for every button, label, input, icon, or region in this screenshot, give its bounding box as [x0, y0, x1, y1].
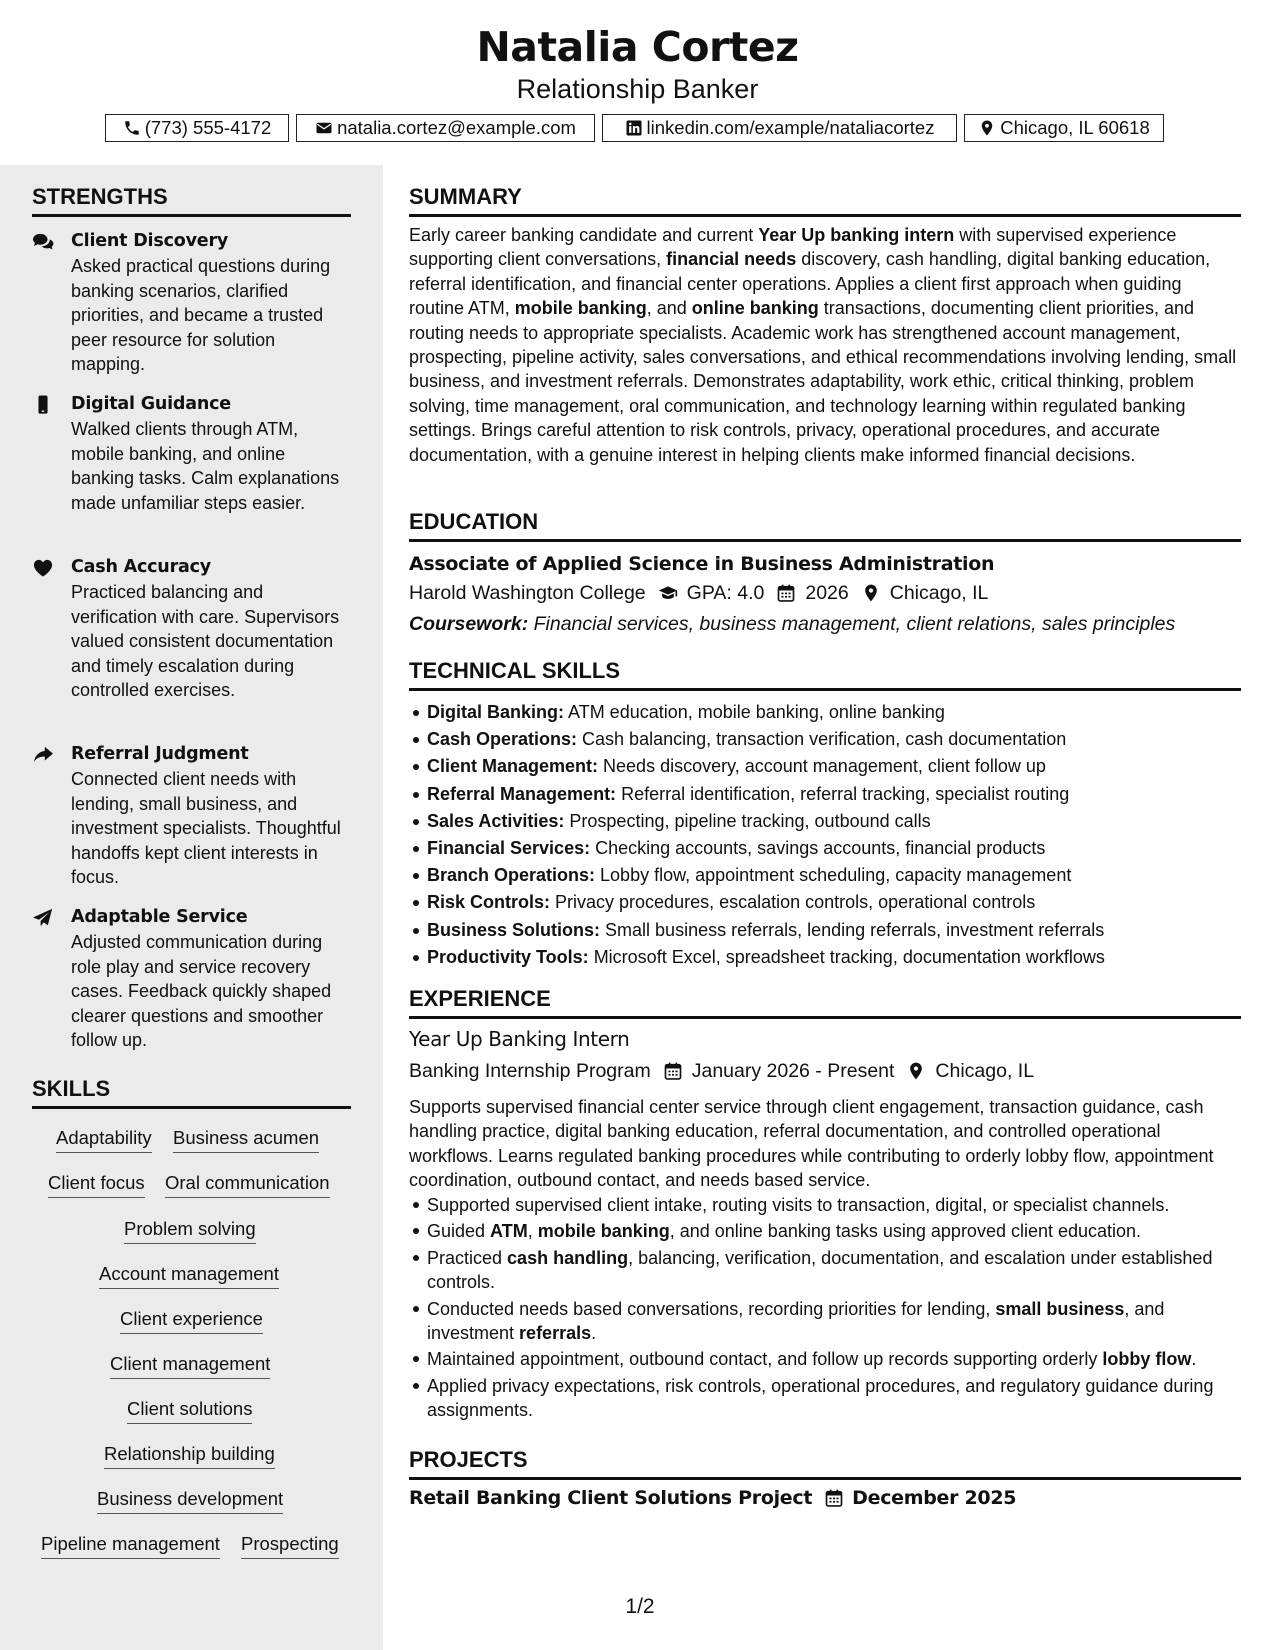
skill-category: Digital Banking: [427, 702, 565, 722]
project-name: Retail Banking Client Solutions Project [409, 1487, 813, 1509]
share-arrow-icon [32, 745, 54, 765]
skill-values: Privacy procedures, escalation controls, operational controls [550, 892, 1036, 913]
envelope-icon [315, 119, 333, 137]
contact-location [964, 114, 1164, 142]
map-pin-icon [906, 1061, 926, 1081]
skill-category: Risk Controls: [427, 892, 551, 913]
paper-plane-icon [32, 908, 54, 928]
skill-values: Lobby flow, appointment scheduling, capacity management [595, 865, 1072, 886]
strength-description: Practiced balancing and verification with care. Supervisors valued consistent documentation and timely escalation during controlled exercises. [71, 582, 340, 700]
school-name: Harold Washington College [409, 582, 646, 604]
emphasis-text: small business [995, 1298, 1125, 1319]
technical-skills-list [409, 699, 1241, 971]
job-title: Year Up Banking Intern [409, 1027, 630, 1051]
map-pin-icon [978, 119, 996, 137]
skill-category: Client Management: [427, 756, 599, 777]
technical-skill-item [427, 726, 1241, 753]
skill-tag: Account management [99, 1262, 279, 1289]
text-run: Practiced [427, 1247, 508, 1268]
graduation-cap-icon [658, 583, 678, 603]
experience-bullet [427, 1374, 1241, 1423]
text-run: , [527, 1221, 538, 1242]
skill-values: Prospecting, pipeline tracking, outbound calls [564, 810, 931, 831]
skill-category: Sales Activities: [427, 810, 565, 831]
skill-tag: Client experience [120, 1307, 263, 1334]
skill-category: Financial Services: [427, 838, 591, 859]
emphasis-text: lobby flow [1102, 1349, 1192, 1370]
skill-tag: Business development [97, 1487, 283, 1514]
skill-tag: Client management [110, 1352, 270, 1379]
experience-bullet [427, 1219, 1241, 1243]
contact-linkedin[interactable] [602, 114, 957, 142]
text-run: transactions, documenting client priorities, and routing needs to appropriate specialists. Academic work has strengthened account management, prospecting, pipeline activity, sales conversations, and ethical recommendations involving lending, small business, and investment referrals. Demonstrates adaptability, work ethic, critical thinking, problem solving, time management, oral communication, and technology learning within regulated banking settings. Brings careful attention to risk controls, privacy, operational procedures, and accurate documentation, with a genuine interest in helping clients make informed financial decisions. [409, 298, 1237, 465]
skill-category: Referral Management: [427, 783, 617, 804]
emphasis-text: ATM [490, 1221, 528, 1242]
summary-heading: SUMMARY [409, 183, 1241, 217]
coursework-list: Financial services, business management, client relations, sales principles [533, 613, 1176, 635]
text-run: discovery, cash handling, digital banking education, referral identification, and financial center operations. Applies a client first approach when guiding routine ATM, [409, 249, 1211, 319]
strength-description: Adjusted communication during role play and service recovery cases. Feedback quickly shaped clearer questions and smoother follow up. [71, 932, 332, 1050]
skills-heading: SKILLS [32, 1075, 351, 1109]
strength-title: Digital Guidance [71, 394, 231, 414]
text-run: Early career banking candidate and current [409, 225, 759, 245]
technical-skill-item [427, 781, 1241, 808]
strength-title: Cash Accuracy [71, 557, 211, 577]
experience-bullet [427, 1193, 1241, 1217]
job-meta [409, 1057, 1034, 1085]
text-run: Guided [427, 1221, 491, 1242]
project-date: December 2025 [852, 1487, 1017, 1509]
experience-bullet [427, 1347, 1241, 1371]
skill-category: Productivity Tools: [427, 946, 589, 967]
graduation-year: 2026 [805, 582, 849, 604]
linkedin-icon [625, 119, 643, 137]
text-run: Supported supervised client intake, routing visits to transaction, digital, or specialist channels. [427, 1195, 1170, 1215]
contact-phone-text: (773) 555-4172 [144, 117, 272, 138]
contact-location-text: Chicago, IL 60618 [1000, 117, 1150, 138]
skill-tag: Relationship building [104, 1442, 275, 1469]
text-run: Applied privacy expectations, risk controls, operational procedures, and regulatory guidance during assignments. [427, 1375, 1214, 1421]
skill-tag: Pipeline management [41, 1532, 220, 1559]
contact-phone[interactable] [105, 114, 289, 142]
experience-bullet [427, 1246, 1241, 1295]
degree-title: Associate of Applied Science in Business Administration [409, 553, 995, 575]
emphasis-text: financial needs [666, 249, 797, 270]
contact-email[interactable] [296, 114, 595, 142]
contact-email-text: natalia.cortez@example.com [337, 117, 576, 138]
coursework-label: Coursework: [409, 613, 529, 635]
technical-skill-item [427, 835, 1241, 862]
page-number: 1/2 [625, 1595, 655, 1618]
text-run: , and investment [427, 1298, 1165, 1344]
phone-icon [123, 119, 141, 137]
skill-values: Microsoft Excel, spreadsheet tracking, documentation workflows [588, 946, 1105, 967]
experience-bullet [427, 1297, 1241, 1346]
calendar-icon [776, 583, 796, 603]
strength-description: Walked clients through ATM, mobile banking, and online banking tasks. Calm explanations made unfamiliar steps easier. [71, 419, 340, 513]
emphasis-text: online banking [691, 298, 819, 319]
technical-skill-item [427, 862, 1241, 889]
text-run: . [591, 1323, 597, 1344]
skill-tag: Adaptability [56, 1126, 152, 1153]
skill-tag: Business acumen [173, 1126, 319, 1153]
text-run: Maintained appointment, outbound contact, and follow up records supporting orderly [427, 1349, 1103, 1370]
summary-text [409, 223, 1241, 467]
skill-tag: Oral communication [165, 1171, 330, 1198]
strength-title: Adaptable Service [71, 907, 248, 927]
technical-skill-item [427, 889, 1241, 916]
job-dates: January 2026 - Present [691, 1060, 895, 1082]
text-run: , balancing, verification, documentation, and escalation under established controls. [427, 1247, 1213, 1293]
skill-tag: Prospecting [241, 1532, 339, 1559]
technical-skill-item [427, 944, 1241, 971]
education-heading: EDUCATION [409, 508, 1241, 542]
resume-header [0, 0, 1275, 165]
text-run: , and [646, 298, 692, 319]
technical-skill-item [427, 753, 1241, 780]
skill-tag: Client focus [48, 1171, 145, 1198]
experience-bullets [409, 1193, 1241, 1425]
skill-values: Checking accounts, savings accounts, financial products [590, 838, 1046, 859]
employer-name: Banking Internship Program [409, 1060, 651, 1082]
emphasis-text: cash handling [507, 1247, 629, 1268]
technical-skills-heading: TECHNICAL SKILLS [409, 657, 1241, 691]
experience-heading: EXPERIENCE [409, 985, 1241, 1019]
sidebar [0, 165, 383, 1650]
skill-category: Business Solutions: [427, 919, 601, 940]
skill-values: Small business referrals, lending referrals, investment referrals [600, 919, 1105, 940]
skill-values: ATM education, mobile banking, online banking [564, 702, 945, 722]
skill-tag: Client solutions [127, 1397, 252, 1424]
project-row [409, 1485, 1016, 1511]
gpa: GPA: 4.0 [686, 582, 765, 604]
comments-icon [32, 232, 54, 252]
job-location: Chicago, IL [935, 1060, 1035, 1082]
text-run: with supervised experience supporting client conversations, [409, 225, 1177, 270]
skill-values: Referral identification, referral tracking, specialist routing [616, 783, 1070, 804]
job-description: Supports supervised financial center service through client engagement, transaction guidance, cash handling practice, digital banking education, referral documentation, and controlled operational workflows. Learns regulated banking procedures while contributing to orderly lobby flow, appointment coordination, outbound contact, and needs based service. [409, 1097, 1214, 1191]
calendar-icon [663, 1061, 683, 1081]
emphasis-text: mobile banking [514, 298, 647, 319]
school-location: Chicago, IL [889, 582, 989, 604]
technical-skill-item [427, 699, 1241, 726]
skill-category: Cash Operations: [427, 729, 578, 750]
text-run: Conducted needs based conversations, recording priorities for lending, [427, 1298, 996, 1319]
map-pin-icon [861, 583, 881, 603]
strengths-heading: STRENGTHS [32, 183, 351, 217]
skill-values: Cash balancing, transaction verification, cash documentation [577, 729, 1067, 750]
emphasis-text: referrals [519, 1323, 592, 1344]
candidate-role: Relationship Banker [516, 74, 759, 104]
strength-description: Asked practical questions during banking scenarios, clarified priorities, and became a trusted peer resource for solution mapping. [71, 256, 331, 374]
technical-skill-item [427, 917, 1241, 944]
mobile-phone-icon [32, 395, 54, 415]
technical-skill-item [427, 808, 1241, 835]
calendar-icon [824, 1488, 844, 1508]
skill-values: Needs discovery, account management, client follow up [598, 756, 1046, 777]
contact-linkedin-text: linkedin.com/example/nataliacortez [646, 117, 935, 138]
emphasis-text: mobile banking [537, 1221, 670, 1242]
strength-description: Connected client needs with lending, small business, and investment specialists. Thoughtful handoffs kept client interests in focus. [71, 769, 341, 887]
text-run: . [1191, 1349, 1197, 1370]
contact-row [0, 114, 1275, 144]
text-run: , and online banking tasks using approved client education. [669, 1221, 1142, 1242]
projects-heading: PROJECTS [409, 1446, 1241, 1480]
education-meta [409, 579, 988, 607]
strength-title: Referral Judgment [71, 744, 249, 764]
emphasis-text: Year Up banking intern [758, 225, 955, 245]
heart-icon [32, 558, 54, 578]
coursework [409, 610, 1175, 638]
strength-title: Client Discovery [71, 231, 229, 251]
skill-category: Branch Operations: [427, 865, 596, 886]
candidate-name: Natalia Cortez [476, 23, 799, 71]
skill-tag: Problem solving [124, 1217, 256, 1244]
